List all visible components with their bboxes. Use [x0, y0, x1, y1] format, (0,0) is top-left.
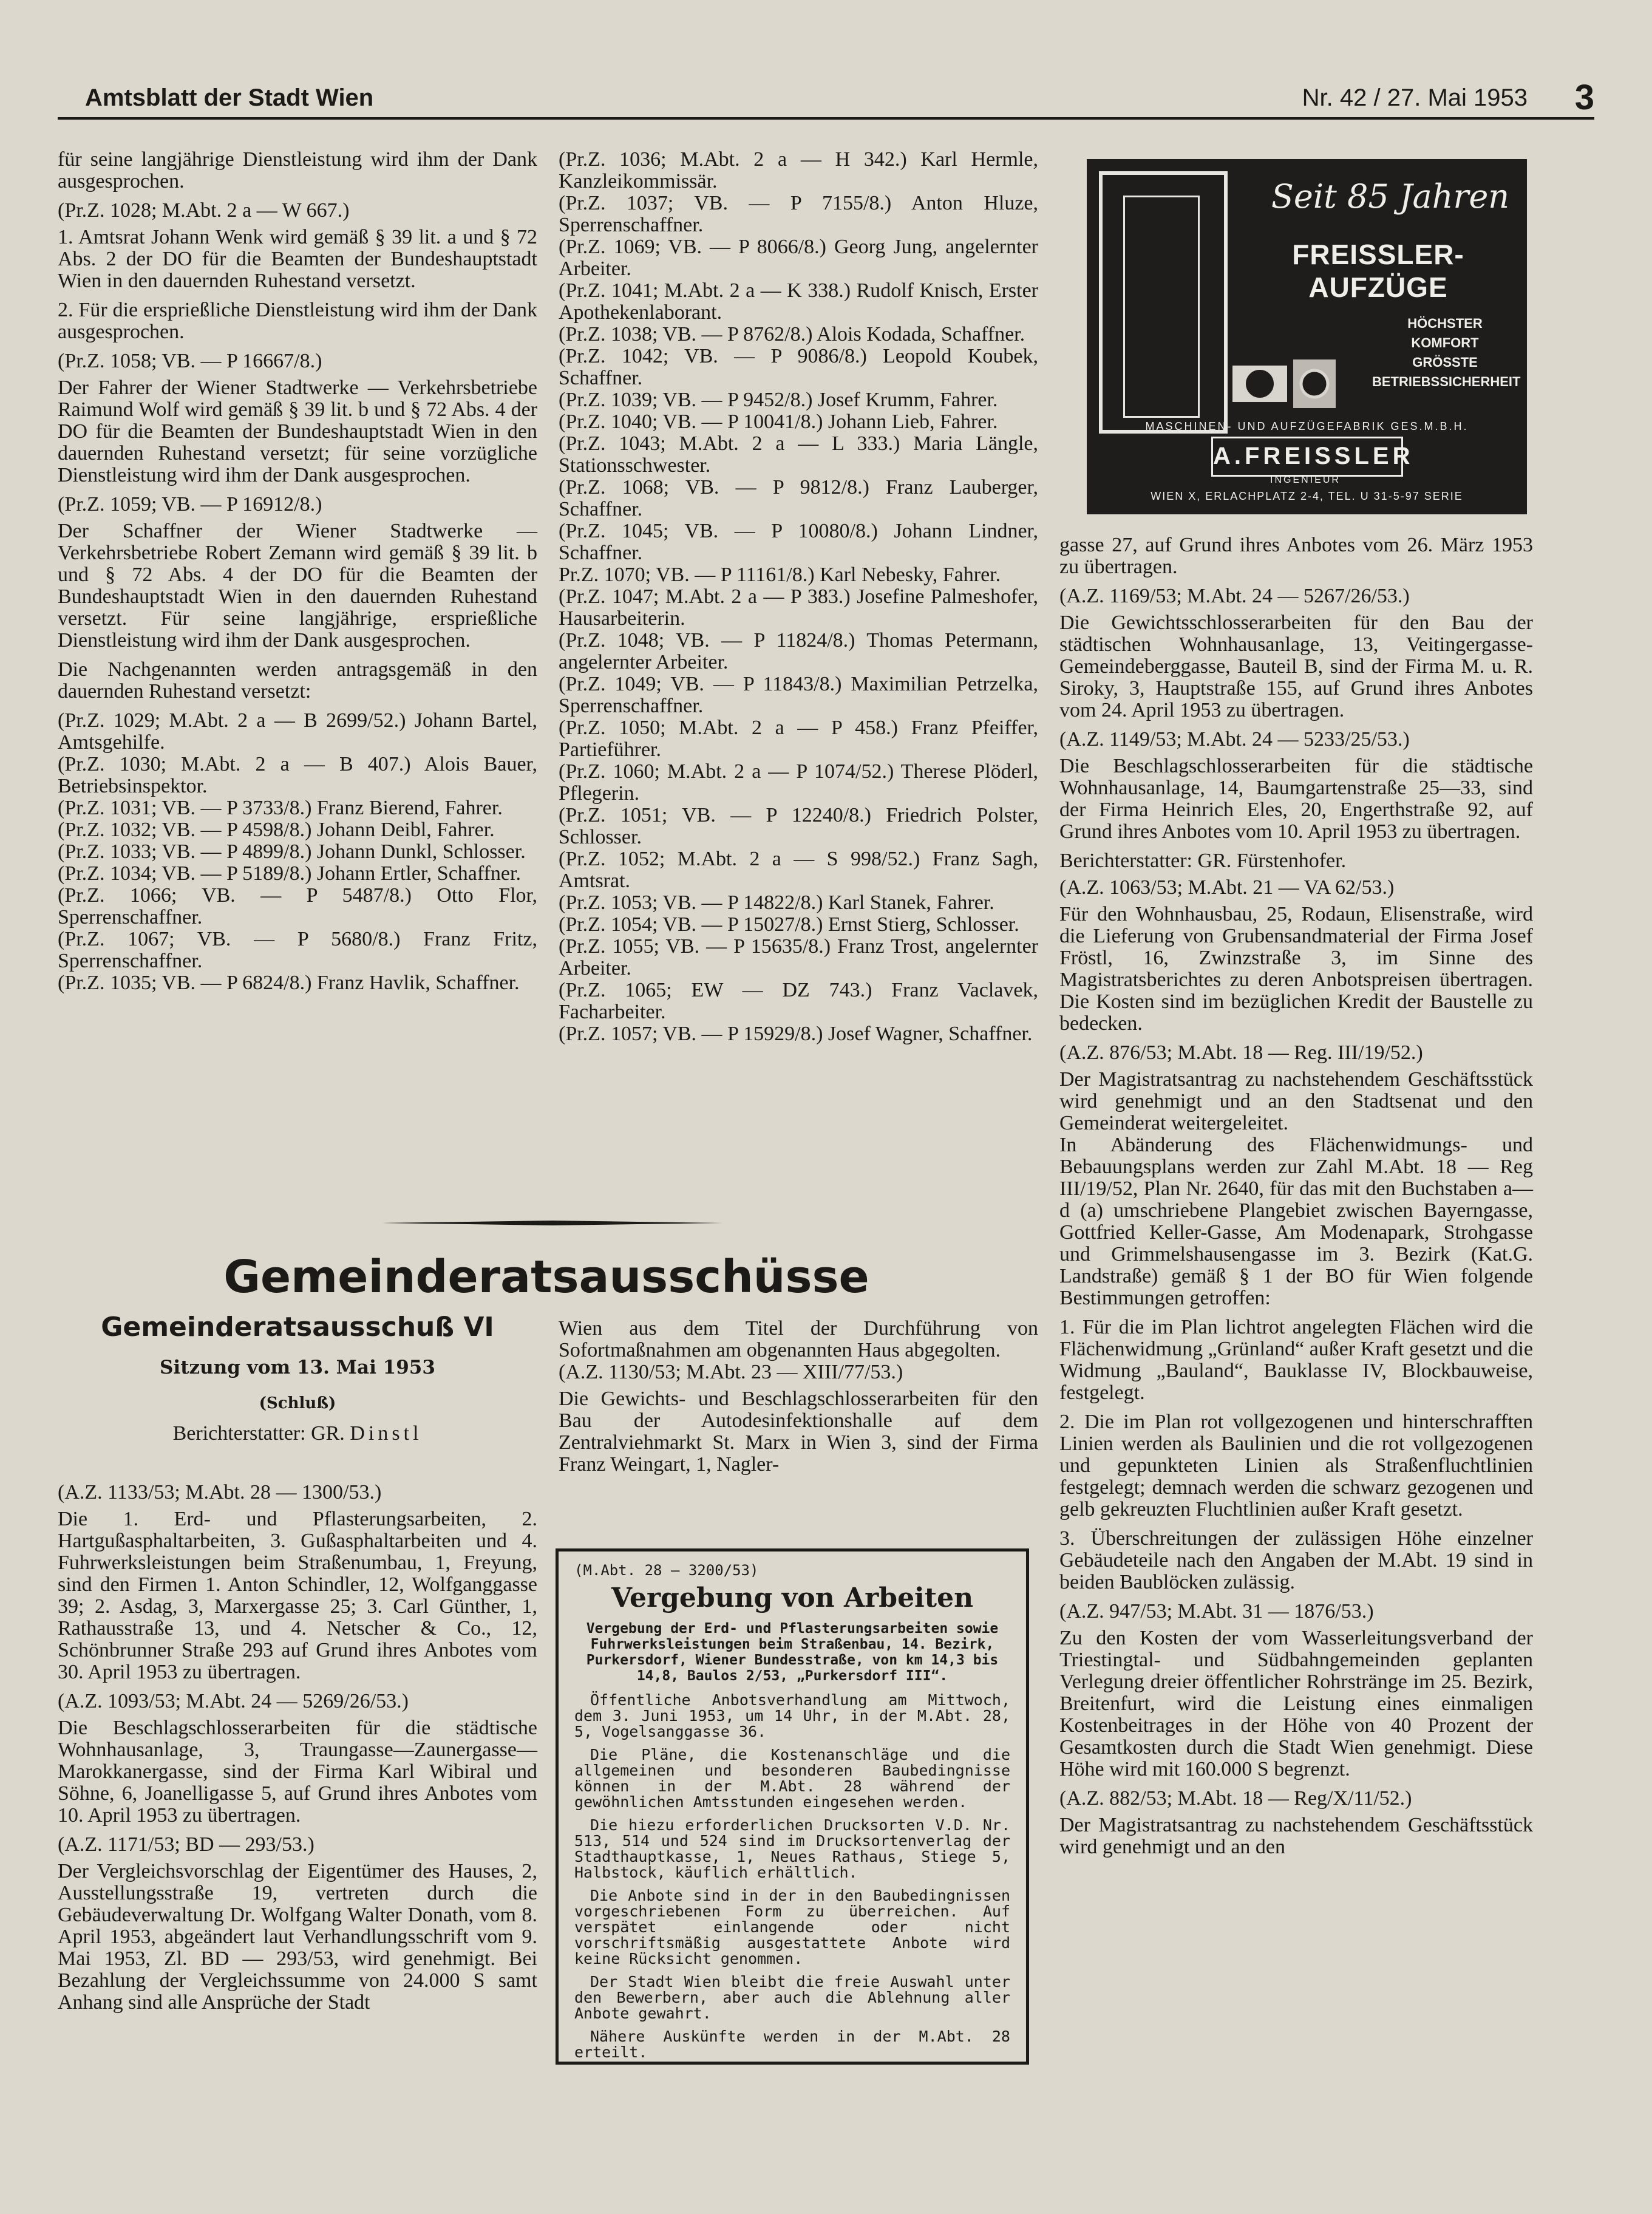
notice-intro: Vergebung der Erd- und Pflasterungsarbeiten sowie Fuhrwerksleistungen beim Straßenbau, 14. Bezirk, Purkersdorf, Wiener Bundesstraße, von km 14,3 bis 14,8, Baulos 2/53, „Purkersdorf III“. — [586, 1621, 999, 1684]
notice-paragraph: Der Stadt Wien bleibt die freie Auswahl unter den Bewerbern, aber auch die Ablehnung aller Anbote gewahrt. — [574, 1973, 1010, 2022]
elevator-motor-icon — [1226, 341, 1348, 414]
reference-line: (A.Z. 1169/53; M.Abt. 24 — 5267/26/53.) — [1059, 585, 1410, 607]
list-item: Pr.Z. 1070; VB. — P 11161/8.) Karl Nebesky, Fahrer. — [559, 564, 1001, 586]
list-item: (Pr.Z. 1069; VB. — P 8066/8.) Georg Jung, angelernter Arbeiter. — [559, 236, 1038, 280]
paragraph: für seine langjährige Dienstleistung wird ihm der Dank ausgesprochen. — [58, 148, 537, 192]
paragraph: 3. Überschreitungen der zulässigen Höhe einzelner Gebäudeteile nach den Angaben der M.Abt. 19 sind in beiden Baublöcken zulässig. — [1059, 1527, 1533, 1593]
list-item: (Pr.Z. 1038; VB. — P 8762/8.) Alois Kodada, Schaffner. — [559, 323, 1025, 346]
list-item: (Pr.Z. 1066; VB. — P 5487/8.) Otto Flor, Sperrenschaffner. — [58, 884, 537, 928]
ad-logo: A.FREISSLER — [1211, 437, 1403, 477]
publication-name: Amtsblatt der Stadt Wien — [85, 84, 374, 111]
reporter-line — [58, 1422, 537, 1445]
notice-paragraph: Öffentliche Anbotsverhandlung am Mittwoch, dem 3. Juni 1953, um 14 Uhr, in der M.Abt. 28, 5, Vogelsanggasse 36. — [574, 1691, 1010, 1740]
list-item: (Pr.Z. 1053; VB. — P 14822/8.) Karl Stanek, Fahrer. — [559, 891, 994, 914]
paragraph: In Abänderung des Flächenwidmungs- und Bebauungsplans werden zur Zahl M.Abt. 18 — Reg III/19/52, Plan Nr. 2640, für das mit den Buchstaben a—d (a) umschriebene Plangebiet zwischen Bayerngasse, Gottfried Keller-Gasse, Am Modenapark, Strohgasse und Grimmelshausengasse im 3. Bezirk (Kat.G. Landstraße) gemäß § 1 der BO für Wien folgende Bestimmungen getroffen: — [1059, 1134, 1533, 1309]
reference-line: (Pr.Z. 1028; M.Abt. 2 a — W 667.) — [58, 199, 350, 222]
reference-line: (A.Z. 1093/53; M.Abt. 24 — 5269/26/53.) — [58, 1690, 409, 1712]
list-item: (Pr.Z. 1051; VB. — P 12240/8.) Friedrich Polster, Schlosser. — [559, 804, 1038, 848]
notice-reference: (M.Abt. 28 — 3200/53) — [574, 1562, 759, 1579]
end-note: (Schluß) — [259, 1394, 336, 1412]
ad-factory: MASCHINEN- UND AUFZÜGEFABRIK GES.M.B.H. — [1145, 420, 1469, 432]
elevator-door-illustration — [1123, 196, 1200, 418]
list-item: (Pr.Z. 1040; VB. — P 10041/8.) Johann Lieb, Fahrer. — [559, 410, 998, 433]
paragraph: gasse 27, auf Grund ihres Anbotes vom 26. März 1953 zu übertragen. — [1059, 534, 1533, 578]
reference-line: (A.Z. 876/53; M.Abt. 18 — Reg. III/19/52.) — [1059, 1041, 1423, 1064]
reference-line: (A.Z. 1149/53; M.Abt. 24 — 5233/25/53.) — [1059, 728, 1410, 751]
list-item: (Pr.Z. 1045; VB. — P 10080/8.) Johann Lindner, Schaffner. — [559, 520, 1038, 564]
column-3 — [1059, 534, 1533, 1865]
list-item: (Pr.Z. 1029; M.Abt. 2 a — B 2699/52.) Johann Bartel, Amtsgehilfe. — [58, 709, 537, 754]
paragraph: Die Beschlagschlosserarbeiten für die städtische Wohnhausanlage, 3, Traungasse—Zaunergasse—Marokkanergasse, sind der Firma Karl Wibiral und Söhne, 6, Joanelligasse 5, auf Grund ihres Anbotes vom 10. April 1953 zu übertragen. — [58, 1717, 537, 1827]
page-number: 3 — [1574, 78, 1594, 117]
paragraph: Die 1. Erd- und Pflasterungsarbeiten, 2. Hartgußasphaltarbeiten, 3. Gußasphaltarbeiten und 4. Fuhrwerksleistungen beim Straßenumbau, 1, Freyung, sind den Firmen 1. Anton Schindler, 12, Wolfganggasse 39; 2. Asdag, 3, Marxergasse 25; 3. Carl Günther, 1, Rathausstraße 13, und 4. Netscher & Co., 12, Schönbrunner Straße 293 auf Grund ihres Anbotes vom 30. April 1953 zu übertragen. — [58, 1508, 537, 1683]
list-item: (Pr.Z. 1033; VB. — P 4899/8.) Johann Dunkl, Schlosser. — [58, 840, 526, 863]
paragraph: Die Gewichtsschlosserarbeiten für den Bau der städtischen Wohnhausanlage, 13, Veitingergasse-Gemeindeberggasse, Bauteil B, sind der Firma M. u. R. Siroky, 3, Hauptstraße 155, auf Grund ihres Anbotes vom 24. April 1953 zu übertragen. — [1059, 611, 1533, 721]
paragraph: Die Gewichts- und Beschlagschlosserarbeiten für den Bau der Autodesinfektionshalle auf dem Zentralviehmarkt St. Marx in Wien 3, sind der Firma Franz Weingart, 1, Nagler- — [559, 1388, 1038, 1476]
ad-engineer: INGENIEUR — [1270, 475, 1341, 485]
list-item: Der Magistratsantrag zu nachstehendem Geschäftsstück wird genehmigt und an den Stadtsenat und den Gemeinderat weitergeleitet. — [1059, 1068, 1533, 1134]
reporter-name: Dinstl — [350, 1422, 423, 1445]
list-item: (Pr.Z. 1048; VB. — P 11824/8.) Thomas Petermann, angelernter Arbeiter. — [559, 629, 1038, 673]
list-item: (Pr.Z. 1054; VB. — P 15027/8.) Ernst Stierg, Schlosser. — [559, 913, 1019, 936]
ad-brand: FREISSLER-AUFZÜGE — [1292, 239, 1464, 303]
ad-feature: GRÖSSTE — [1412, 355, 1478, 370]
reference-line: (A.Z. 947/53; M.Abt. 31 — 1876/53.) — [1059, 1600, 1374, 1623]
freissler-advertisement — [1087, 159, 1527, 514]
page-header — [58, 78, 1594, 120]
list-item: (Pr.Z. 1041; M.Abt. 2 a — K 338.) Rudolf Knisch, Erster Apothekenlaborant. — [559, 279, 1038, 324]
list-item: (Pr.Z. 1060; M.Abt. 2 a — P 1074/52.) Therese Plöderl, Pflegerin. — [559, 760, 1038, 805]
ad-feature: HÖCHSTER KOMFORT — [1407, 316, 1483, 350]
paragraph: Die Beschlagschlosserarbeiten für die städtische Wohnhausanlage, 14, Baumgartenstraße 25—33, sind der Firma Heinrich Eles, 20, Engerthstraße 92, auf Grund ihres Anbotes vom 10. April 1953 zu übertragen. — [1059, 755, 1533, 843]
list-item: (Pr.Z. 1034; VB. — P 5189/8.) Johann Ertler, Schaffner. — [58, 862, 521, 885]
list-item: (Pr.Z. 1065; EW — DZ 743.) Franz Vaclavek, Facharbeiter. — [559, 979, 1038, 1023]
list-item: (Pr.Z. 1035; VB. — P 6824/8.) Franz Havlik, Schaffner. — [58, 972, 520, 994]
paragraph: 1. Für die im Plan lichtrot angelegten Flächen wird die Flächenwidmung „Grünland“ außer Kraft gesetzt und die Widmung „Bauland“, Bauklasse IV, Blockbauweise, festgelegt. — [1059, 1316, 1533, 1404]
paragraph: Der Fahrer der Wiener Stadtwerke — Verkehrsbetriebe Raimund Wolf wird gemäß § 39 lit. b und § 72 Abs. 4 der DO für die Beamten der Bundeshauptstadt Wien in den dauernden Ruhestand versetzt; für seine vorzügliche Dienstleistung wird ihm der Dank ausgesprochen. — [58, 376, 537, 486]
ad-slogan: Seit 85 Jahren — [1271, 177, 1510, 216]
ad-feature: BETRIEBSSICHERHEIT — [1372, 374, 1521, 389]
list-item: (Pr.Z. 1049; VB. — P 11843/8.) Maximilian Petrzelka, Sperrenschaffner. — [559, 673, 1038, 717]
list-item: (Pr.Z. 1055; VB. — P 15635/8.) Franz Trost, angelernter Arbeiter. — [559, 935, 1038, 979]
notice-paragraph: Nähere Auskünfte werden in der M.Abt. 28 erteilt. — [574, 2028, 1010, 2061]
notice-paragraph: Die Pläne, die Kostenanschläge und die allgemeinen und besonderen Baubedingnisse können in der M.Abt. 28 während der gewöhnlichen Amtsstunden eingesehen werden. — [574, 1746, 1010, 1811]
list-item: (Pr.Z. 1036; M.Abt. 2 a — H 342.) Karl Hermle, Kanzleikommissär. — [559, 148, 1038, 192]
issue-date: Nr. 42 / 27. Mai 1953 — [1302, 84, 1528, 111]
list-item: (Pr.Z. 1032; VB. — P 4598/8.) Johann Deibl, Fahrer. — [58, 819, 495, 841]
column-1 — [58, 149, 537, 994]
paragraph: 2. Für die ersprießliche Dienstleistung wird ihm der Dank ausgesprochen. — [58, 299, 537, 343]
ad-features — [1372, 314, 1521, 392]
list-item: (Pr.Z. 1068; VB. — P 9812/8.) Franz Lauberger, Schaffner. — [559, 476, 1038, 520]
list-item: (Pr.Z. 1067; VB. — P 5680/8.) Franz Fritz, Sperrenschaffner. — [58, 928, 537, 972]
list-item: (Pr.Z. 1052; M.Abt. 2 a — S 998/52.) Franz Sagh, Amtsrat. — [559, 848, 1038, 892]
paragraph: Für den Wohnhausbau, 25, Rodaun, Elisenstraße, wird die Lieferung von Grubensandmaterial der Firma Josef Fröstl, 16, Zwinzstraße 3, im Sinne des Magistratsberichtes zu deren Anbotspreisen übertragen. Die Kosten sind im bezüglichen Kredit der Baustelle zu bedecken. — [1059, 903, 1533, 1035]
reference-line: (A.Z. 882/53; M.Abt. 18 — Reg/X/11/52.) — [1059, 1787, 1412, 1810]
notice-body — [574, 1692, 1010, 2060]
reference-line: (Pr.Z. 1059; VB. — P 16912/8.) — [58, 493, 322, 516]
tender-notice-box — [556, 1548, 1029, 2065]
notice-paragraph: Die Anbote sind in der in den Baubedingnissen vorgeschriebenen Form zu überreichen. Auf verspätet einlangende oder nicht vorschriftsmäßig ausgestattete Anbote wird keine Rücksicht genommen. — [574, 1887, 1010, 1967]
paragraph: Der Magistratsantrag zu nachstehendem Geschäftsstück wird genehmigt und an den — [1059, 1814, 1533, 1858]
paragraph: Der Schaffner der Wiener Stadtwerke — Verkehrsbetriebe Robert Zemann wird gemäß § 39 lit. b und § 72 Abs. 4 der DO für die Beamten der Bundeshauptstadt Wien in den dauernden Ruhestand versetzt. Für seine langjährige, ersprießliche Dienstleistung wird ihm der Dank ausgesprochen. — [58, 520, 537, 652]
ad-address: WIEN X, ERLACHPLATZ 2-4, TEL. U 31-5-97 SERIE — [1151, 490, 1463, 502]
list-item: (Pr.Z. 1042; VB. — P 9086/8.) Leopold Koubek, Schaffner. — [559, 345, 1038, 389]
reference-line: Berichterstatter: GR. Fürstenhofer. — [1059, 850, 1347, 872]
reference-line: (A.Z. 1171/53; BD — 293/53.) — [58, 1833, 314, 1856]
committee-title: Gemeinderatsausschuß VI — [101, 1312, 494, 1343]
paragraph: Der Vergleichsvorschlag der Eigentümer des Hauses, 2, Ausstellungsstraße 19, vertreten durch die Gebäudeverwaltung Dr. Wolfgang Walter Donath, vom 8. April 1953, abgeändert laut Verhandlungsschrift vom 9. Mai 1953, Zl. BD — 293/53, wird genehmigt. Bei Bezahlung der Vergleichssumme von 24.000 S samt Anhang sind alle Ansprüche der Stadt — [58, 1860, 537, 2014]
reporter-prefix: Berichterstatter: GR. — [172, 1422, 345, 1445]
list-item: (Pr.Z. 1030; M.Abt. 2 a — B 407.) Alois Bauer, Betriebsinspektor. — [58, 753, 537, 797]
section-title: Gemeinderatsausschüsse — [223, 1251, 869, 1303]
session-date: Sitzung vom 13. Mai 1953 — [160, 1357, 435, 1378]
column-2-lower — [559, 1318, 1038, 1483]
notice-paragraph: Die hiezu erforderlichen Drucksorten V.D. Nr. 513, 514 und 524 sind im Drucksortenverlag der Stadthauptkasse, 1, Neues Rathaus, Stiege 5, Halbstock, käuflich erhältlich. — [574, 1816, 1010, 1881]
reference-line: (A.Z. 1130/53; M.Abt. 23 — XIII/77/53.) — [559, 1361, 903, 1383]
reference-line: (A.Z. 1133/53; M.Abt. 28 — 1300/53.) — [58, 1481, 382, 1504]
list-item: (Pr.Z. 1057; VB. — P 15929/8.) Josef Wagner, Schaffner. — [559, 1023, 1033, 1045]
list-item: (Pr.Z. 1043; M.Abt. 2 a — L 333.) Maria Längle, Stationsschwester. — [559, 432, 1038, 477]
reference-line: (A.Z. 1063/53; M.Abt. 21 — VA 62/53.) — [1059, 876, 1395, 899]
paragraph: Die Nachgenannten werden antragsgemäß in den dauernden Ruhestand versetzt: — [58, 658, 537, 703]
paragraph: Zu den Kosten der vom Wasserleitungsverband der Triestingtal- und Südbahngemeinden geplanten Verlegung dreier öffentlicher Rohrstränge im 25. Bezirk, Breitenfurt, wird die Leistung eines einmaligen Kostenbeitrages in der Höhe von 40 Prozent der Gesamtkosten durch die Stadt Wien genehmigt. Diese Höhe wird mit 160.000 S begrenzt. — [1059, 1627, 1533, 1780]
list-item: (Pr.Z. 1039; VB. — P 9452/8.) Josef Krumm, Fahrer. — [559, 389, 998, 411]
list-item: (Pr.Z. 1050; M.Abt. 2 a — P 458.) Franz Pfeiffer, Partieführer. — [559, 717, 1038, 761]
list-item: (Pr.Z. 1037; VB. — P 7155/8.) Anton Hluze, Sperrenschaffner. — [559, 192, 1038, 236]
list-item: (Pr.Z. 1031; VB. — P 3733/8.) Franz Bierend, Fahrer. — [58, 797, 503, 819]
list-item: (Pr.Z. 1047; M.Abt. 2 a — P 383.) Josefine Palmeshofer, Hausarbeiterin. — [559, 585, 1038, 630]
column-1-lower — [58, 1482, 537, 2021]
paragraph: 2. Die im Plan rot vollgezogenen und hinterschrafften Linien werden als Baulinien und die rot vollgezogenen und gepunkteten Linien als Straßenfluchtlinien festgelegt; demnach werden die schwarz gezogenen und gelb gekreuzten Fluchtlinien außer Kraft gesetzt. — [1059, 1411, 1533, 1521]
notice-title: Vergebung von Arbeiten — [611, 1582, 974, 1613]
section-divider — [382, 1221, 722, 1225]
column-2 — [559, 149, 1038, 1045]
list-item: Wien aus dem Titel der Durchführung von Sofortmaßnahmen am obgenannten Haus abgegolten. — [559, 1317, 1038, 1361]
paragraph: 1. Amtsrat Johann Wenk wird gemäß § 39 lit. a und § 72 Abs. 2 der DO für die Beamten der Bundeshauptstadt Wien in den dauernden Ruhestand versetzt. — [58, 226, 537, 292]
reference-line: (Pr.Z. 1058; VB. — P 16667/8.) — [58, 350, 322, 372]
